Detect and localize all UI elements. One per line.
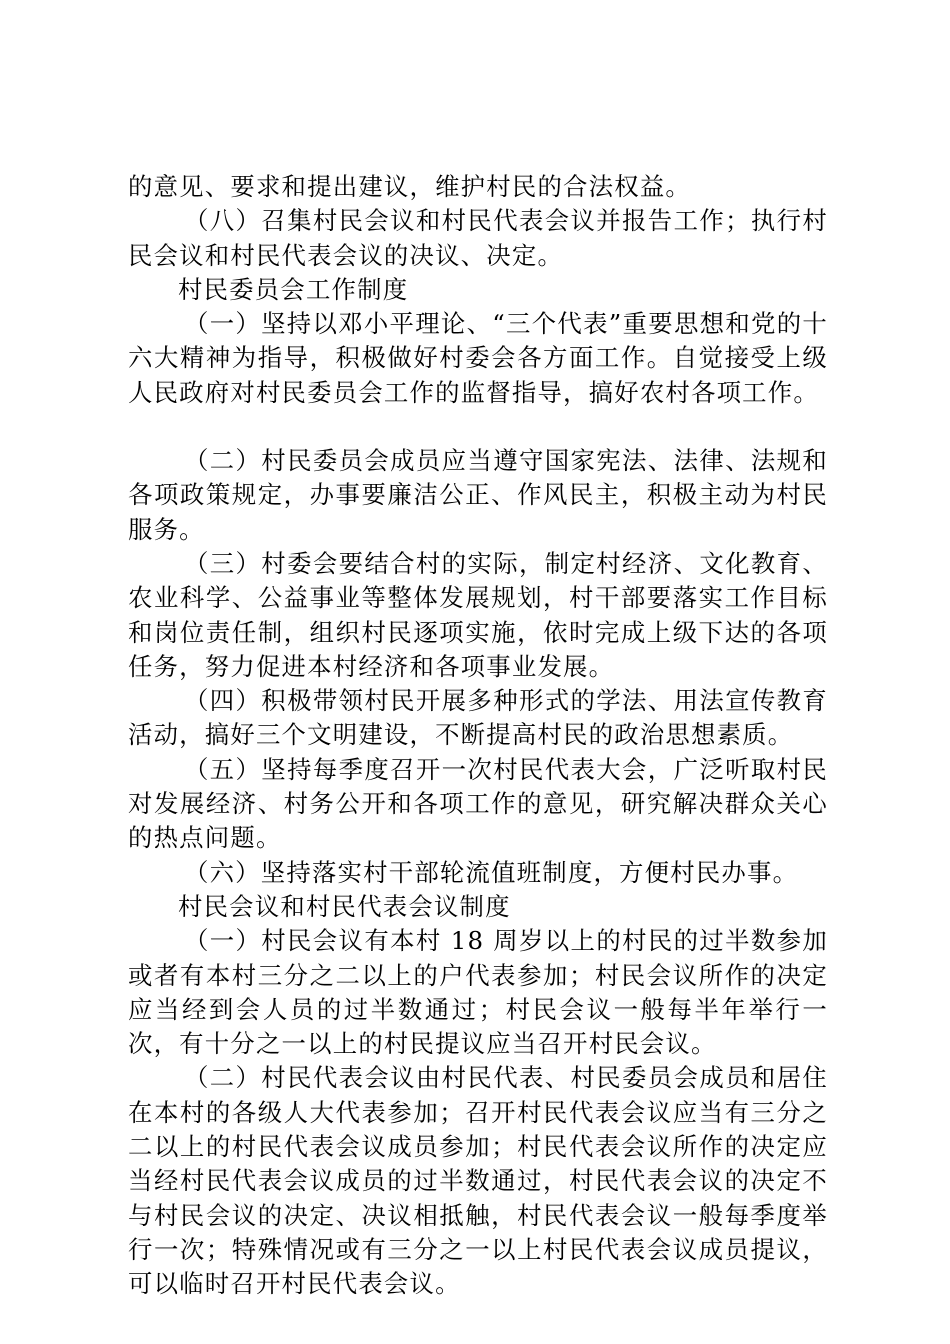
paragraph-item-4: （四）积极带领村民开展多种形式的学法、用法宣传教育活动，搞好三个文明建设，不断提高村民的政治思想素质。	[128, 686, 828, 750]
section-heading-meeting-system: 村民会议和村民代表会议制度	[178, 891, 511, 921]
paragraph-gap	[128, 410, 828, 444]
paragraph-item-3: （三）村委会要结合村的实际，制定村经济、文化教育、农业科学、公益事业等整体发展规划，村干部要落实工作目标和岗位责任制，组织村民逐项实施，依时完成上级下达的各项任务，努力促进本村经济和各项事业发展。	[128, 548, 828, 681]
paragraph-item-6: （六）坚持落实村干部轮流值班制度，方便村民办事。	[184, 857, 799, 887]
paragraph-item-8: （八）召集村民会议和村民代表会议并报告工作；执行村民会议和村民代表会议的决议、决定。	[128, 206, 828, 270]
section-heading-committee-work-system: 村民委员会工作制度	[178, 274, 409, 304]
paragraph-meeting-item-1: （一）村民会议有本村 18 周岁以上的村民的过半数参加或者有本村三分之二以上的户代表参加；村民会议所作的决定应当经到会人员的过半数通过；村民会议一般每半年举行一次，有十分之一以上的村民提议应当召开村民会议。	[128, 926, 828, 1059]
paragraph-item-2: （二）村民委员会成员应当遵守国家宪法、法律、法规和各项政策规定，办事要廉洁公正、作风民主，积极主动为村民服务。	[128, 446, 828, 544]
paragraph-meeting-item-2: （二）村民代表会议由村民代表、村民委员会成员和居住在本村的各级人大代表参加；召开村民代表会议应当有三分之二以上的村民代表会议成员参加；村民代表会议所作的决定应当经村民代表会议成员的过半数通过，村民代表会议的决定不与村民会议的决定、决议相抵触，村民代表会议一般每季度举行一次；特殊情况或有三分之一以上村民代表会议成员提议，可以临时召开村民代表会议。	[128, 1063, 828, 1299]
document-page	[128, 170, 828, 1302]
paragraph-item-5: （五）坚持每季度召开一次村民代表大会，广泛听取村民对发展经济、村务公开和各项工作的意见，研究解决群众关心的热点问题。	[128, 754, 828, 853]
paragraph-item-1: （一）坚持以邓小平理论、“三个代表”重要思想和党的十六大精神为指导，积极做好村委会各方面工作。自觉接受上级人民政府对村民委员会工作的监督指导，搞好农村各项工作。	[128, 309, 828, 407]
paragraph-continuation: 的意见、要求和提出建议，维护村民的合法权益。	[128, 172, 691, 201]
